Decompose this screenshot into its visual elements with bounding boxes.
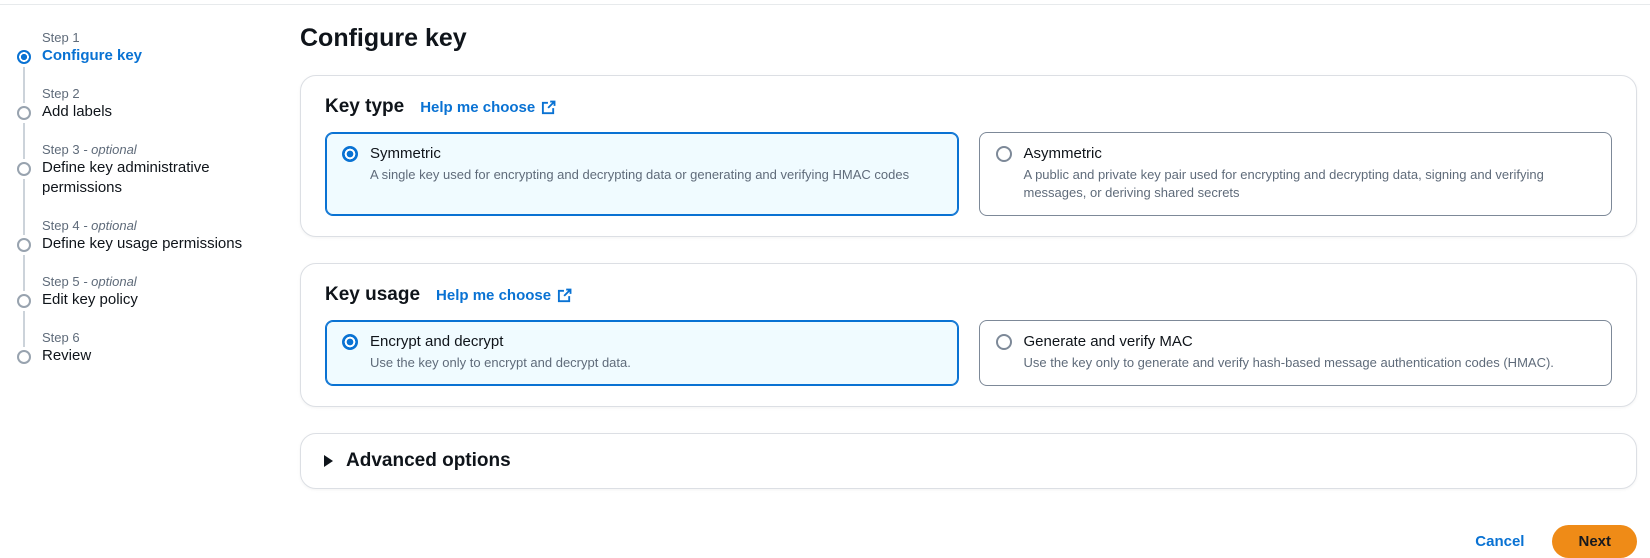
- step-title[interactable]: Define key usage permissions: [42, 235, 243, 252]
- wizard-actions: [300, 525, 1637, 558]
- tile-description: Use the key only to encrypt and decrypt data.: [370, 355, 631, 370]
- tile-text: [370, 144, 909, 184]
- wizard-step-add-labels: [16, 76, 284, 132]
- key-usage-options: [301, 320, 1636, 406]
- radio-unselected-icon[interactable]: [996, 146, 1012, 162]
- key-usage-help-link[interactable]: [436, 286, 572, 305]
- triangle-right-icon: [324, 455, 333, 467]
- step-radio-icon[interactable]: [17, 294, 31, 308]
- tile-title: Generate and verify MAC: [1023, 333, 1193, 350]
- step-radio-icon[interactable]: [17, 238, 31, 252]
- tile-encrypt-decrypt[interactable]: [325, 320, 959, 386]
- radio-unselected-icon[interactable]: [996, 334, 1012, 350]
- key-type-card: [300, 75, 1637, 237]
- tile-text: [1024, 144, 1596, 202]
- step-title[interactable]: Edit key policy: [42, 291, 138, 308]
- wizard-step-edit-key-policy: [16, 264, 284, 320]
- key-type-header: [301, 76, 1636, 132]
- tile-description: Use the key only to generate and verify hash-based message authentication codes (HMAC).: [1023, 355, 1554, 370]
- step-title[interactable]: Define key administrative permissions: [42, 159, 210, 196]
- step-label: Step 2: [42, 86, 80, 101]
- key-type-help-link[interactable]: [420, 98, 556, 117]
- wizard-step-configure-key: [16, 20, 284, 76]
- wizard-step-admin-permissions: [16, 132, 284, 208]
- key-usage-header: [301, 264, 1636, 320]
- external-link-icon: [557, 286, 572, 305]
- step-label: Step 5 - optional: [42, 274, 137, 289]
- wizard-steps-nav: [16, 18, 284, 558]
- advanced-options-expander[interactable]: [301, 434, 1636, 488]
- wizard-step-usage-permissions: [16, 208, 284, 264]
- step-radio-icon[interactable]: [17, 106, 31, 120]
- key-type-options: [301, 132, 1636, 236]
- main-content: [300, 18, 1637, 558]
- tile-text: [370, 332, 631, 372]
- step-radio-icon[interactable]: [17, 350, 31, 364]
- tile-title: Asymmetric: [1023, 145, 1102, 162]
- step-label: Step 1: [42, 30, 80, 45]
- step-title[interactable]: Add labels: [42, 103, 113, 120]
- advanced-options-card: [300, 433, 1637, 489]
- tile-description: A single key used for encrypting and decrypting data or generating and verifying HMAC codes: [370, 167, 910, 182]
- page-title: Configure key: [300, 24, 467, 52]
- key-type-heading: Key type: [325, 96, 405, 117]
- radio-selected-icon[interactable]: [342, 334, 358, 350]
- next-button[interactable]: Next: [1552, 525, 1637, 558]
- radio-selected-icon[interactable]: [342, 146, 358, 162]
- tile-title: Encrypt and decrypt: [370, 333, 504, 350]
- tile-asymmetric[interactable]: [979, 132, 1613, 216]
- step-label: Step 4 - optional: [42, 218, 137, 233]
- help-link-label: Help me choose: [436, 287, 552, 304]
- tile-generate-verify-mac[interactable]: [979, 320, 1613, 386]
- external-link-icon: [541, 98, 556, 117]
- step-label: Step 6: [42, 330, 80, 345]
- wizard-step-review: [16, 320, 284, 376]
- step-label: Step 3 - optional: [42, 142, 137, 157]
- step-title[interactable]: Review: [42, 347, 92, 364]
- key-usage-card: [300, 263, 1637, 407]
- tile-text: [1024, 332, 1554, 372]
- tile-title: Symmetric: [370, 145, 441, 162]
- advanced-options-heading: Advanced options: [346, 450, 511, 471]
- tile-symmetric[interactable]: [325, 132, 959, 216]
- key-usage-heading: Key usage: [325, 284, 421, 305]
- tile-description: A public and private key pair used for encrypting and decrypting data, signing and verifying messages, or deriving shared secrets: [1023, 167, 1544, 200]
- cancel-button[interactable]: Cancel: [1475, 533, 1525, 550]
- step-radio-icon[interactable]: [17, 162, 31, 176]
- top-divider: [0, 4, 1650, 5]
- step-radio-icon[interactable]: [17, 50, 31, 64]
- step-title[interactable]: Configure key: [42, 47, 143, 64]
- help-link-label: Help me choose: [420, 99, 536, 116]
